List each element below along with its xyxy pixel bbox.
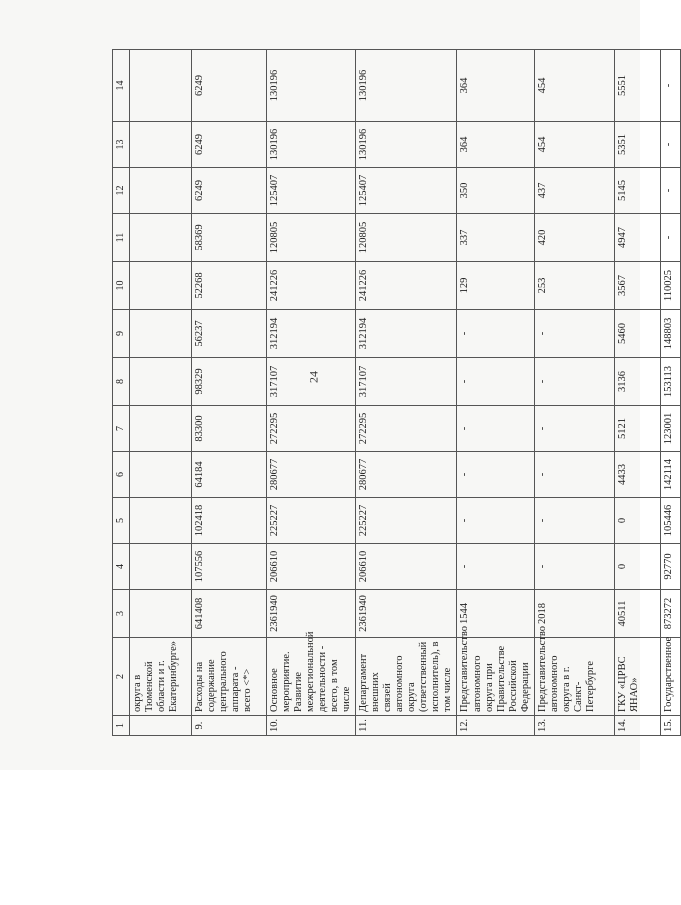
value-cell: 130196: [355, 50, 457, 122]
value-cell: 437: [534, 168, 614, 214]
value-cell: 56237: [191, 310, 266, 358]
value-cell: -: [534, 544, 614, 590]
row-name-cell: Основное мероприятие. Развитие межрегиональной деятельности - всего, в том числе: [266, 638, 355, 716]
value-cell: -: [534, 452, 614, 498]
column-header: 5: [113, 498, 130, 544]
value-cell: -: [457, 498, 534, 544]
row-name-cell: Государственное: [660, 638, 680, 716]
table-row: [129, 50, 191, 736]
value-cell: [129, 50, 191, 122]
table-row: [614, 50, 660, 736]
value-cell: 280677: [266, 452, 355, 498]
value-cell: 125407: [355, 168, 457, 214]
value-cell: -: [660, 50, 680, 122]
value-cell: [129, 590, 191, 638]
value-cell: [129, 358, 191, 406]
value-cell: -: [457, 358, 534, 406]
value-cell: 225227: [266, 498, 355, 544]
value-cell: 420: [534, 214, 614, 262]
value-cell: 241226: [355, 262, 457, 310]
value-cell: 130196: [266, 50, 355, 122]
value-cell: 317107: [266, 358, 355, 406]
column-header: 9: [113, 310, 130, 358]
value-cell: 142114: [660, 452, 680, 498]
value-cell: [129, 122, 191, 168]
row-name-cell: Представительство автономного округа при Правительстве Российской Федерации: [457, 638, 534, 716]
column-header: 10: [113, 262, 130, 310]
value-cell: [129, 262, 191, 310]
value-cell: 272295: [266, 406, 355, 452]
row-name-cell: Департамент внешних связей автономного округа (ответственный исполнитель), в том числе: [355, 638, 457, 716]
column-header: 13: [113, 122, 130, 168]
value-cell: [129, 310, 191, 358]
value-cell: -: [660, 122, 680, 168]
value-cell: 2361940: [266, 590, 355, 638]
value-cell: 337: [457, 214, 534, 262]
row-name-cell: ГКУ «ЦРВС ЯНАО»: [614, 638, 660, 716]
value-cell: 52268: [191, 262, 266, 310]
value-cell: 5460: [614, 310, 660, 358]
value-cell: -: [457, 406, 534, 452]
value-cell: 454: [534, 50, 614, 122]
value-cell: 272295: [355, 406, 457, 452]
column-header: 3: [113, 590, 130, 638]
value-cell: -: [534, 498, 614, 544]
value-cell: [129, 406, 191, 452]
value-cell: 153113: [660, 358, 680, 406]
value-cell: 3136: [614, 358, 660, 406]
row-name-cell: округа в Тюменской области и г. Екатеринбурге»: [129, 638, 191, 716]
row-number-cell: 13.: [534, 716, 614, 736]
value-cell: 125407: [266, 168, 355, 214]
value-cell: 64184: [191, 452, 266, 498]
column-header: 2: [113, 638, 130, 716]
value-cell: 5121: [614, 406, 660, 452]
value-cell: 280677: [355, 452, 457, 498]
value-cell: 312194: [355, 310, 457, 358]
budget-table: [112, 49, 681, 736]
value-cell: 4947: [614, 214, 660, 262]
row-number-cell: 9.: [191, 716, 266, 736]
value-cell: 98329: [191, 358, 266, 406]
value-cell: -: [457, 544, 534, 590]
value-cell: 454: [534, 122, 614, 168]
row-number-cell: 14.: [614, 716, 660, 736]
value-cell: 6249: [191, 50, 266, 122]
value-cell: 130196: [355, 122, 457, 168]
value-cell: 107556: [191, 544, 266, 590]
value-cell: 1544: [457, 590, 534, 638]
column-header: 7: [113, 406, 130, 452]
row-number-cell: 12.: [457, 716, 534, 736]
value-cell: 83300: [191, 406, 266, 452]
column-header: 11: [113, 214, 130, 262]
value-cell: 130196: [266, 122, 355, 168]
row-number-cell: 15.: [660, 716, 680, 736]
value-cell: [129, 168, 191, 214]
value-cell: 92770: [660, 544, 680, 590]
value-cell: 641408: [191, 590, 266, 638]
value-cell: 206610: [266, 544, 355, 590]
value-cell: 364: [457, 50, 534, 122]
value-cell: 0: [614, 544, 660, 590]
table-row: [266, 50, 355, 736]
value-cell: 312194: [266, 310, 355, 358]
value-cell: 253: [534, 262, 614, 310]
value-cell: 4433: [614, 452, 660, 498]
column-header: 6: [113, 452, 130, 498]
column-header-row: [113, 50, 130, 736]
value-cell: -: [534, 310, 614, 358]
value-cell: 206610: [355, 544, 457, 590]
value-cell: -: [534, 358, 614, 406]
value-cell: 225227: [355, 498, 457, 544]
column-header: 4: [113, 544, 130, 590]
row-name-cell: Представительство автономного округа в г. Санкт-Петербурге: [534, 638, 614, 716]
value-cell: 873272: [660, 590, 680, 638]
value-cell: 129: [457, 262, 534, 310]
value-cell: 5551: [614, 50, 660, 122]
value-cell: 58369: [191, 214, 266, 262]
value-cell: 5351: [614, 122, 660, 168]
value-cell: 120805: [355, 214, 457, 262]
table-row: [660, 50, 680, 736]
value-cell: 40511: [614, 590, 660, 638]
column-header: 12: [113, 168, 130, 214]
value-cell: [129, 452, 191, 498]
value-cell: 241226: [266, 262, 355, 310]
value-cell: 2018: [534, 590, 614, 638]
value-cell: -: [660, 168, 680, 214]
value-cell: 364: [457, 122, 534, 168]
value-cell: 317107: [355, 358, 457, 406]
value-cell: 6249: [191, 122, 266, 168]
value-cell: 120805: [266, 214, 355, 262]
value-cell: 123001: [660, 406, 680, 452]
value-cell: 350: [457, 168, 534, 214]
rotated-table-wrapper: [112, 50, 674, 736]
value-cell: [129, 544, 191, 590]
table-row: [534, 50, 614, 736]
value-cell: -: [660, 214, 680, 262]
value-cell: [129, 214, 191, 262]
value-cell: 2361940: [355, 590, 457, 638]
row-number-cell: 10.: [266, 716, 355, 736]
value-cell: [129, 498, 191, 544]
page-number: 24: [306, 371, 321, 383]
value-cell: -: [457, 452, 534, 498]
value-cell: 110025: [660, 262, 680, 310]
row-number-cell: 11.: [355, 716, 457, 736]
column-header: 1: [113, 716, 130, 736]
row-number-cell: [129, 716, 191, 736]
column-header: 14: [113, 50, 130, 122]
value-cell: 148803: [660, 310, 680, 358]
table-row: [457, 50, 534, 736]
value-cell: 105446: [660, 498, 680, 544]
value-cell: 6249: [191, 168, 266, 214]
value-cell: 0: [614, 498, 660, 544]
value-cell: -: [534, 406, 614, 452]
value-cell: 102418: [191, 498, 266, 544]
value-cell: 3567: [614, 262, 660, 310]
column-header: 8: [113, 358, 130, 406]
row-name-cell: Расходы на содержание центрального аппарата - всего <*>: [191, 638, 266, 716]
value-cell: -: [457, 310, 534, 358]
value-cell: 5145: [614, 168, 660, 214]
table-row: [355, 50, 457, 736]
table-row: [191, 50, 266, 736]
